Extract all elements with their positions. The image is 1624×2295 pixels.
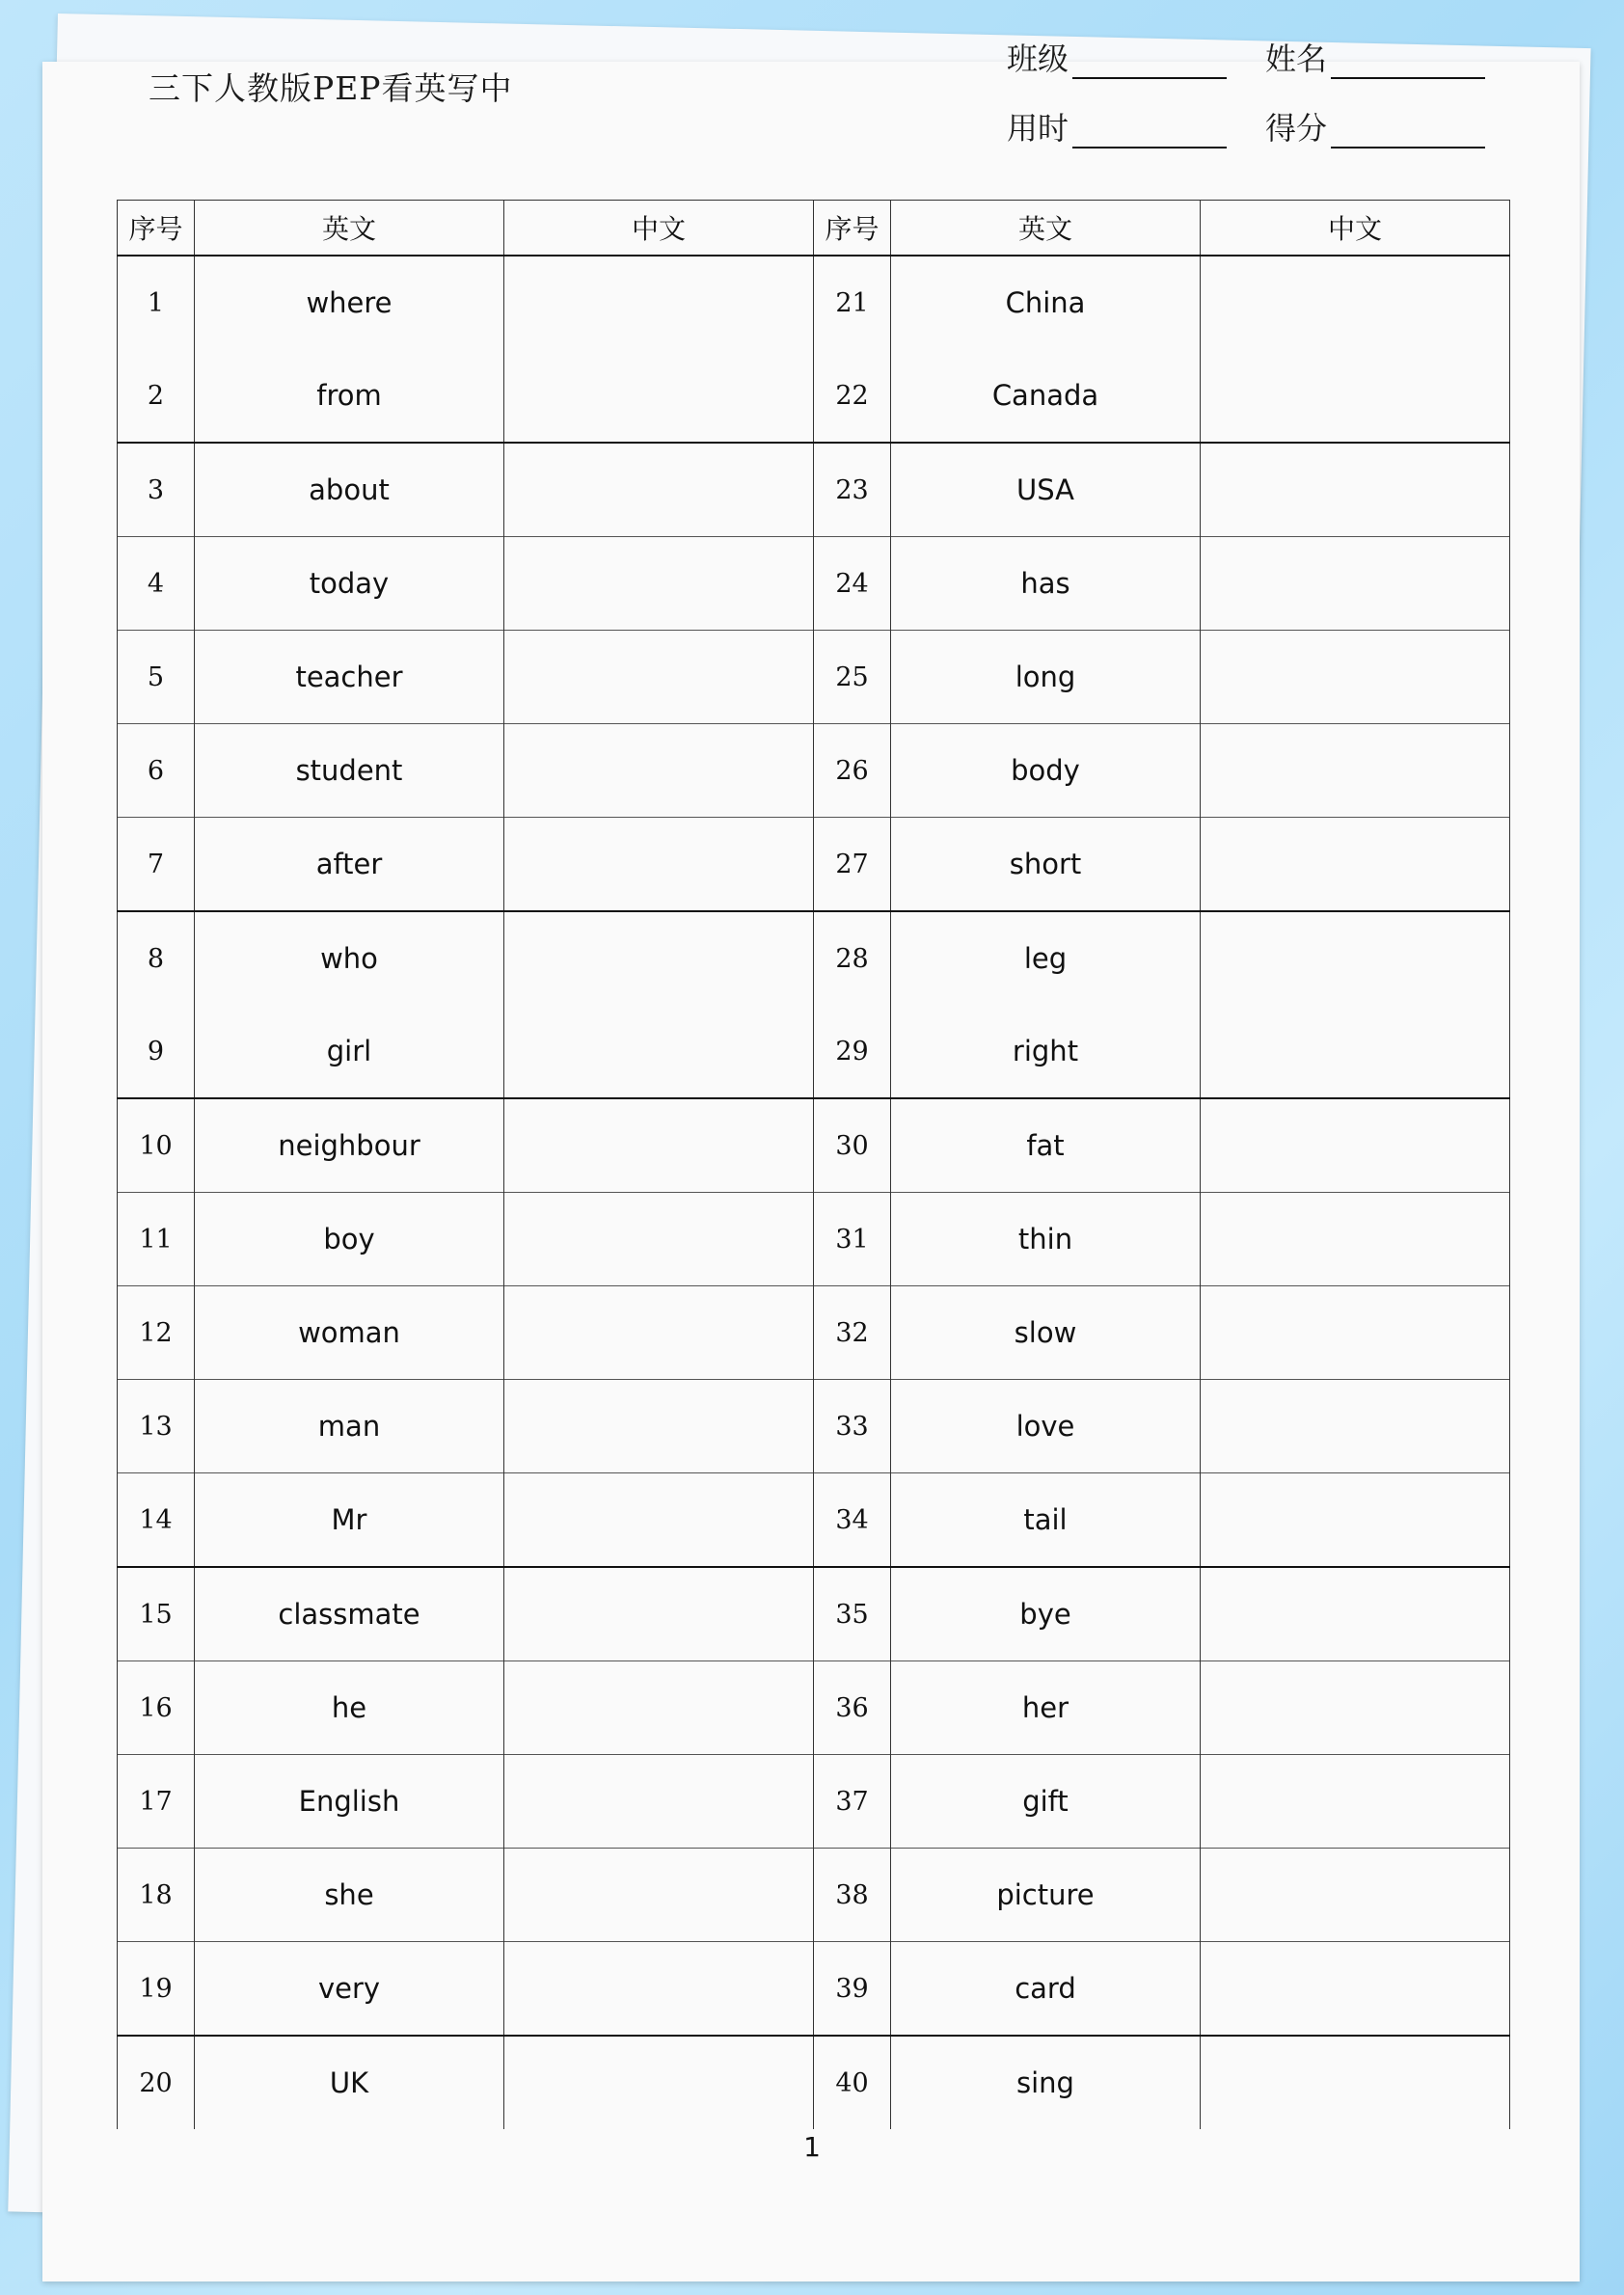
name-field [1265,35,1485,79]
chinese-answer-right[interactable] [1201,1661,1510,1755]
chinese-answer-right[interactable] [1201,1098,1510,1193]
chinese-answer-right[interactable] [1201,537,1510,631]
header-number-left: 序号 [118,201,195,256]
chinese-answer-right[interactable] [1201,1849,1510,1942]
class-field [1007,35,1227,79]
english-word-left: Mr [195,1473,504,1568]
table-row [118,724,1510,818]
table-row [118,349,1510,443]
english-word-right: USA [891,443,1201,537]
chinese-answer-left[interactable] [504,1005,814,1098]
chinese-answer-left[interactable] [504,1661,814,1755]
score-field [1265,104,1485,148]
chinese-answer-right[interactable] [1201,1567,1510,1661]
english-word-left: UK [195,2036,504,2129]
row-number-left: 19 [118,1942,195,2037]
table-row [118,818,1510,912]
chinese-answer-left[interactable] [504,631,814,724]
chinese-answer-left[interactable] [504,537,814,631]
name-label: 姓名 [1265,40,1328,77]
english-word-left: girl [195,1005,504,1098]
time-label: 用时 [1007,110,1069,147]
row-number-left: 11 [118,1193,195,1286]
row-number-left: 1 [118,256,195,349]
english-word-right: picture [891,1849,1201,1942]
chinese-answer-left[interactable] [504,1849,814,1942]
row-number-right: 35 [814,1567,891,1661]
row-number-right: 29 [814,1005,891,1098]
time-blank[interactable] [1072,114,1227,148]
table-row [118,1849,1510,1942]
row-number-right: 22 [814,349,891,443]
chinese-answer-left[interactable] [504,724,814,818]
chinese-answer-right[interactable] [1201,724,1510,818]
row-number-right: 25 [814,631,891,724]
english-word-left: English [195,1755,504,1849]
chinese-answer-left[interactable] [504,443,814,537]
row-number-left: 17 [118,1755,195,1849]
english-word-right: sing [891,2036,1201,2129]
row-number-right: 39 [814,1942,891,2037]
english-word-right: has [891,537,1201,631]
table-row [118,1567,1510,1661]
english-word-right: tail [891,1473,1201,1568]
english-word-left: today [195,537,504,631]
row-number-right: 27 [814,818,891,912]
english-word-left: he [195,1661,504,1755]
english-word-right: right [891,1005,1201,1098]
chinese-answer-right[interactable] [1201,1286,1510,1380]
header-english-right: 英文 [891,201,1201,256]
table-row [118,1005,1510,1098]
english-word-left: after [195,818,504,912]
table-row [118,1193,1510,1286]
row-number-left: 3 [118,443,195,537]
english-word-left: boy [195,1193,504,1286]
row-number-left: 8 [118,911,195,1005]
row-number-right: 38 [814,1849,891,1942]
english-word-left: neighbour [195,1098,504,1193]
english-word-left: she [195,1849,504,1942]
row-number-right: 33 [814,1380,891,1473]
chinese-answer-left[interactable] [504,256,814,349]
row-number-right: 31 [814,1193,891,1286]
row-number-right: 37 [814,1755,891,1849]
table-row [118,1380,1510,1473]
table-row [118,443,1510,537]
english-word-left: teacher [195,631,504,724]
row-number-right: 24 [814,537,891,631]
score-label: 得分 [1265,110,1328,147]
class-blank[interactable] [1072,44,1227,79]
english-word-right: thin [891,1193,1201,1286]
row-number-right: 26 [814,724,891,818]
chinese-answer-right[interactable] [1201,1473,1510,1568]
row-number-left: 5 [118,631,195,724]
english-word-left: woman [195,1286,504,1380]
table-row [118,1661,1510,1755]
row-number-left: 9 [118,1005,195,1098]
vocabulary-table [117,200,1510,2129]
table-row [118,256,1510,349]
table-header-row [118,201,1510,256]
row-number-left: 2 [118,349,195,443]
chinese-answer-right[interactable] [1201,1005,1510,1098]
english-word-right: slow [891,1286,1201,1380]
header-chinese-left: 中文 [504,201,814,256]
row-number-left: 10 [118,1098,195,1193]
row-number-right: 28 [814,911,891,1005]
english-word-right: gift [891,1755,1201,1849]
chinese-answer-right[interactable] [1201,256,1510,349]
table-row [118,1473,1510,1568]
row-number-left: 6 [118,724,195,818]
row-number-right: 30 [814,1098,891,1193]
chinese-answer-left[interactable] [504,349,814,443]
row-number-left: 13 [118,1380,195,1473]
english-word-right: fat [891,1098,1201,1193]
chinese-answer-left[interactable] [504,1098,814,1193]
english-word-left: where [195,256,504,349]
english-word-right: long [891,631,1201,724]
class-label: 班级 [1007,40,1069,77]
chinese-answer-right[interactable] [1201,1380,1510,1473]
row-number-right: 32 [814,1286,891,1380]
english-word-left: very [195,1942,504,2037]
row-number-right: 23 [814,443,891,537]
row-number-left: 18 [118,1849,195,1942]
row-number-right: 40 [814,2036,891,2129]
chinese-answer-right[interactable] [1201,443,1510,537]
chinese-answer-left[interactable] [504,1755,814,1849]
table-row [118,537,1510,631]
english-word-left: student [195,724,504,818]
chinese-answer-right[interactable] [1201,1755,1510,1849]
english-word-right: bye [891,1567,1201,1661]
row-number-left: 20 [118,2036,195,2129]
english-word-right: body [891,724,1201,818]
chinese-answer-right[interactable] [1201,911,1510,1005]
chinese-answer-right[interactable] [1201,1942,1510,2037]
table-row [118,2036,1510,2129]
row-number-right: 36 [814,1661,891,1755]
row-number-left: 16 [118,1661,195,1755]
chinese-answer-left[interactable] [504,1286,814,1380]
chinese-answer-right[interactable] [1201,2036,1510,2129]
header-chinese-right: 中文 [1201,201,1510,256]
row-number-left: 12 [118,1286,195,1380]
time-field [1007,104,1227,148]
score-blank[interactable] [1331,114,1485,148]
row-number-left: 15 [118,1567,195,1661]
english-word-left: man [195,1380,504,1473]
chinese-answer-left[interactable] [504,1193,814,1286]
table-row [118,631,1510,724]
chinese-answer-right[interactable] [1201,631,1510,724]
english-word-left: classmate [195,1567,504,1661]
chinese-answer-left[interactable] [504,2036,814,2129]
table-row [118,1755,1510,1849]
english-word-right: leg [891,911,1201,1005]
chinese-answer-left[interactable] [504,911,814,1005]
row-number-right: 34 [814,1473,891,1568]
chinese-answer-left[interactable] [504,1942,814,2037]
row-number-left: 7 [118,818,195,912]
chinese-answer-right[interactable] [1201,349,1510,443]
worksheet-title: 三下人教版PEP看英写中 [149,69,513,107]
english-word-right: short [891,818,1201,912]
english-word-left: from [195,349,504,443]
row-number-right: 21 [814,256,891,349]
row-number-left: 4 [118,537,195,631]
name-blank[interactable] [1331,44,1485,79]
table-row [118,1286,1510,1380]
chinese-answer-left[interactable] [504,1380,814,1473]
english-word-right: China [891,256,1201,349]
chinese-answer-right[interactable] [1201,1193,1510,1286]
chinese-answer-left[interactable] [504,1473,814,1568]
chinese-answer-right[interactable] [1201,818,1510,912]
header-number-right: 序号 [814,201,891,256]
chinese-answer-left[interactable] [504,818,814,912]
english-word-right: her [891,1661,1201,1755]
page-number: 1 [803,2131,821,2163]
chinese-answer-left[interactable] [504,1567,814,1661]
table-row [118,1098,1510,1193]
english-word-left: about [195,443,504,537]
header-english-left: 英文 [195,201,504,256]
english-word-right: Canada [891,349,1201,443]
table-row [118,911,1510,1005]
table-row [118,1942,1510,2037]
english-word-left: who [195,911,504,1005]
row-number-left: 14 [118,1473,195,1568]
english-word-right: love [891,1380,1201,1473]
english-word-right: card [891,1942,1201,2037]
